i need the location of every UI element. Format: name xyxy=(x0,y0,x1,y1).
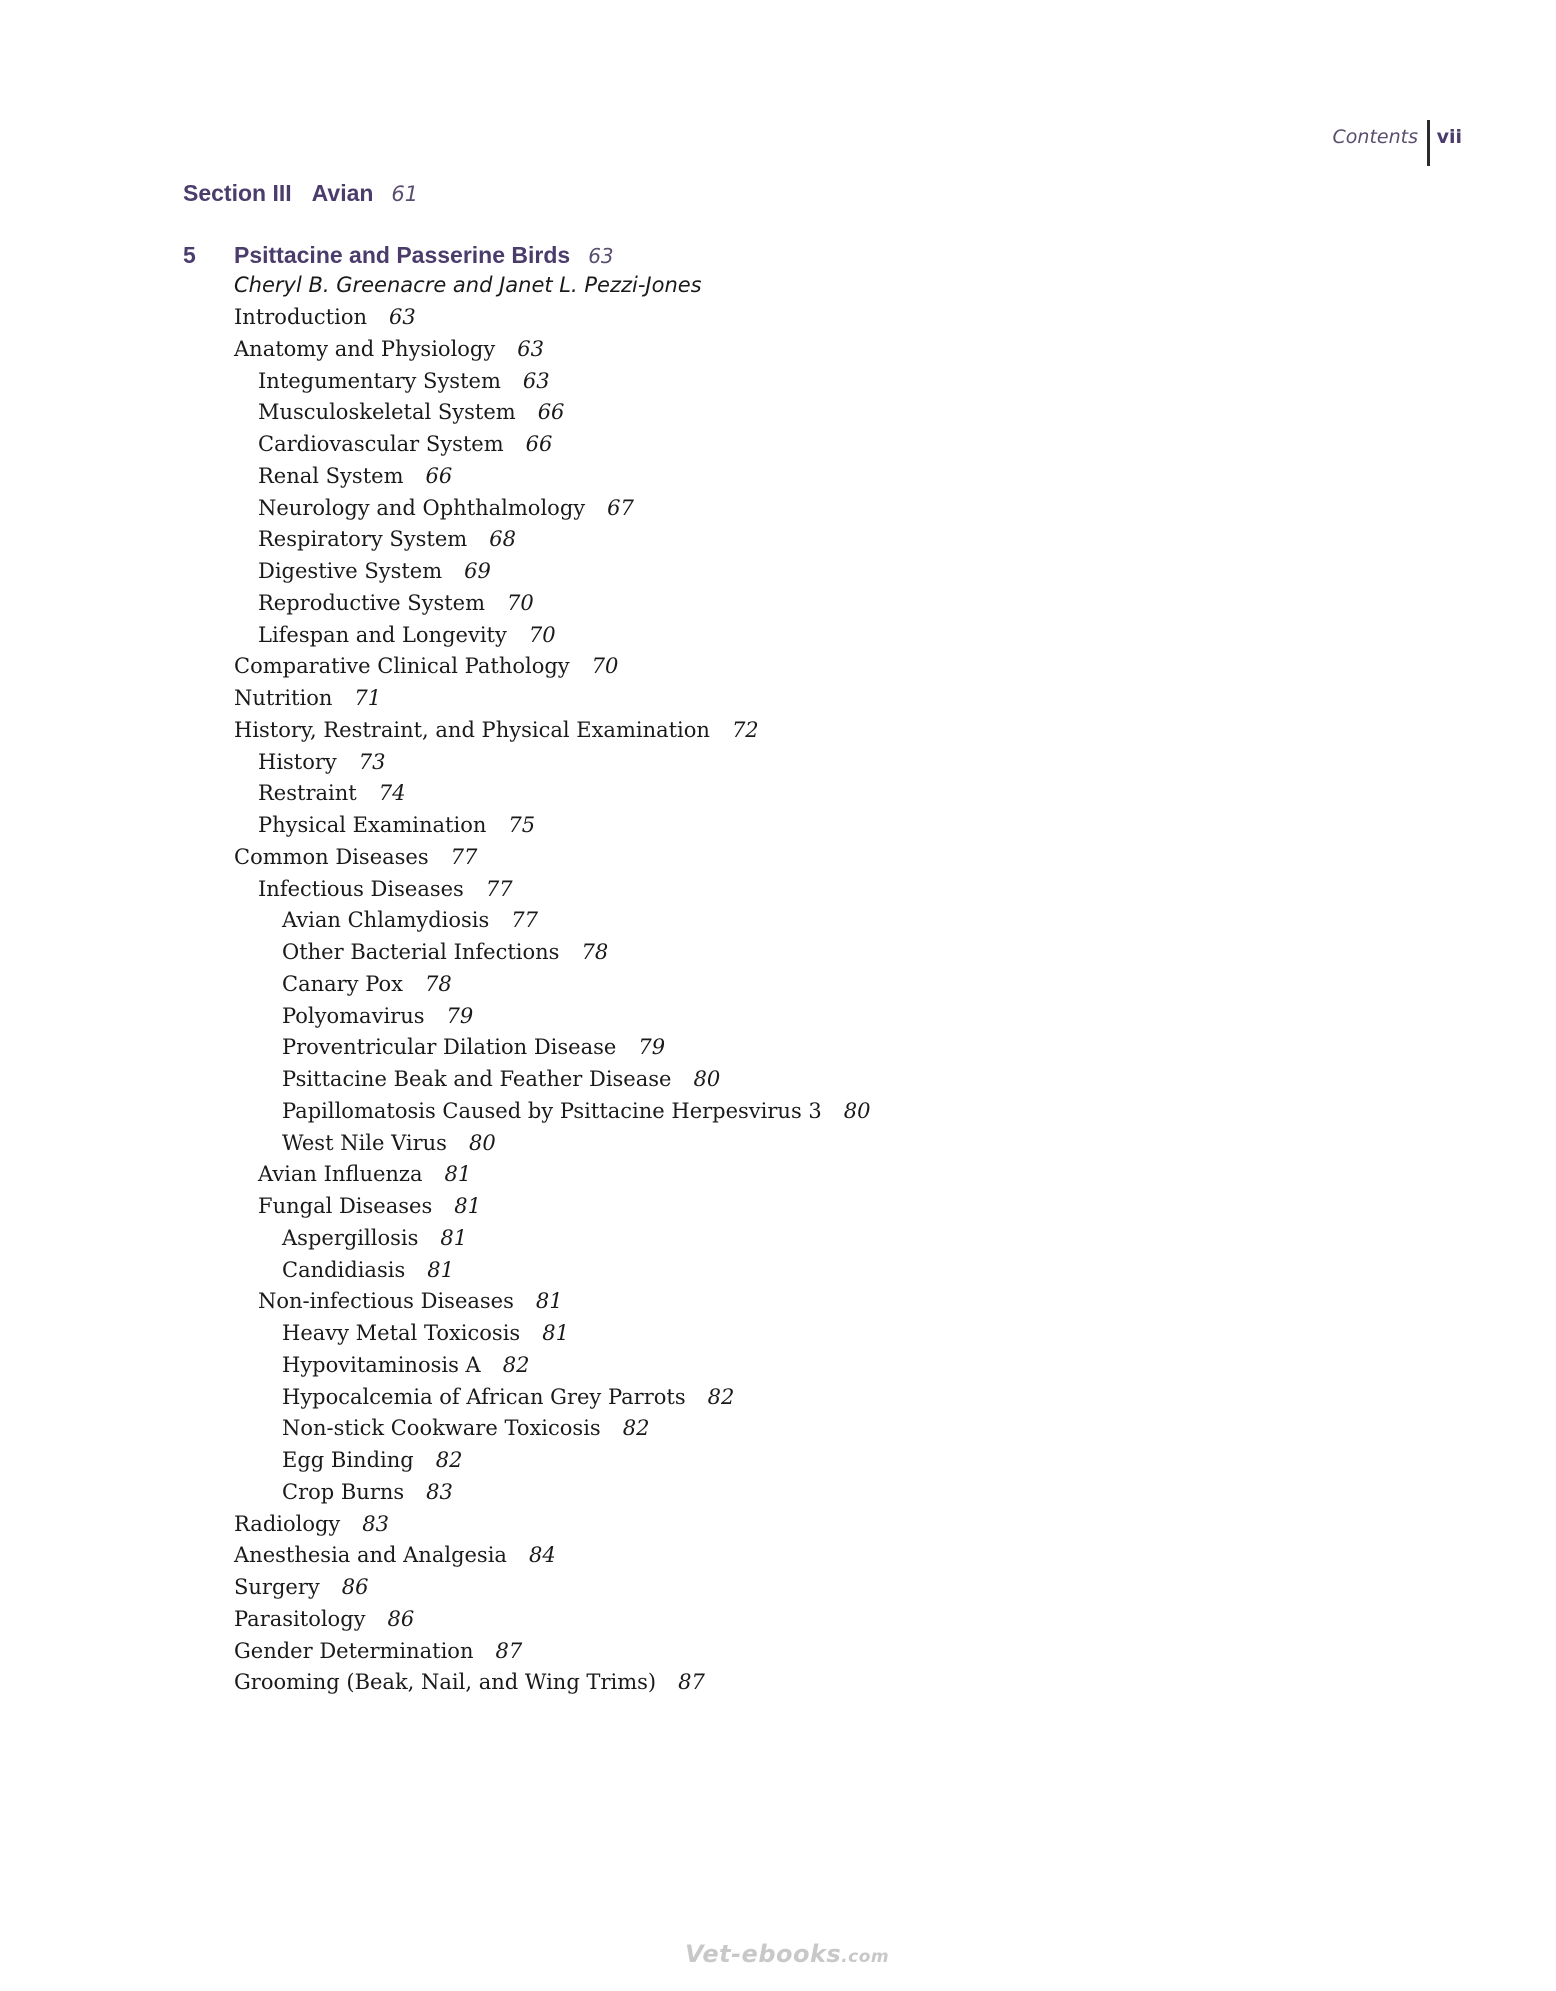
toc-entry xyxy=(234,1032,871,1064)
chapter-page: 63 xyxy=(588,244,614,268)
toc-entry xyxy=(234,1350,871,1382)
toc-entry xyxy=(234,1191,871,1223)
toc-entry-page: 79 xyxy=(638,1035,666,1060)
toc-entry-title: History, Restraint, and Physical Examination xyxy=(234,717,710,742)
toc-entry-page: 69 xyxy=(464,559,491,583)
toc-entry-page: 71 xyxy=(354,686,382,710)
section-heading xyxy=(183,180,418,207)
toc-entry-title: Canary Pox xyxy=(282,971,403,996)
toc-entry-title: Hypovitaminosis A xyxy=(282,1352,481,1377)
page-number: vii xyxy=(1436,126,1462,148)
toc-entry xyxy=(234,524,871,556)
toc-entry-title: Musculoskeletal System xyxy=(258,400,516,425)
toc-entry-title: Crop Burns xyxy=(282,1479,405,1504)
toc-entry-title: Radiology xyxy=(234,1511,341,1536)
toc-entry-title: Polyomavirus xyxy=(282,1003,425,1028)
toc-entry xyxy=(234,1604,871,1636)
toc-entry xyxy=(234,429,871,461)
toc-entry-page: 80 xyxy=(693,1067,721,1091)
toc-entry-page: 83 xyxy=(426,1479,453,1504)
toc-entry-title: Avian Chlamydiosis xyxy=(282,908,490,933)
toc-entry xyxy=(234,1001,871,1033)
toc-entry-title: Non-infectious Diseases xyxy=(258,1289,514,1314)
toc-entry-page: 82 xyxy=(622,1416,650,1441)
toc-entry xyxy=(234,1223,871,1255)
toc-entry-title: Cardiovascular System xyxy=(258,432,504,456)
toc-entry xyxy=(234,302,871,334)
toc-entry-title: Grooming (Beak, Nail, and Wing Trims) xyxy=(234,1670,657,1695)
toc-entry-page: 86 xyxy=(341,1575,369,1599)
toc-entry-page: 77 xyxy=(511,908,539,933)
toc-entry xyxy=(234,905,871,937)
toc-entry xyxy=(234,1064,871,1096)
toc-entry-page: 80 xyxy=(468,1130,496,1155)
toc-entry-page: 86 xyxy=(387,1606,415,1631)
toc-entry xyxy=(234,1445,871,1477)
toc-entry-title: Introduction xyxy=(234,305,367,329)
chapter-title: Psittacine and Passerine Birds xyxy=(234,242,571,268)
toc-entry-page: 82 xyxy=(502,1352,530,1377)
toc-entry-title: Reproductive System xyxy=(258,590,486,615)
toc-entry-page: 81 xyxy=(542,1321,569,1345)
toc-entry xyxy=(234,461,871,493)
toc-entry xyxy=(234,874,871,906)
toc-entry-title: Psittacine Beak and Feather Disease xyxy=(282,1067,672,1091)
watermark-suffix: .com xyxy=(841,1947,890,1967)
toc-entry xyxy=(234,778,871,810)
toc-entry-title: Common Diseases xyxy=(234,844,429,869)
toc-entry-page: 78 xyxy=(581,940,609,964)
toc-entry-title: Comparative Clinical Pathology xyxy=(234,654,570,679)
toc-entry-page: 73 xyxy=(358,749,386,774)
toc-entry-title: Candidiasis xyxy=(282,1257,406,1282)
toc-entry xyxy=(234,1286,871,1318)
toc-entry-title: History xyxy=(258,749,337,774)
section-title: Avian xyxy=(311,180,374,206)
toc-entry-page: 75 xyxy=(508,813,536,837)
toc-entry xyxy=(234,1382,871,1414)
toc-entry-page: 81 xyxy=(440,1225,468,1250)
toc-entry-title: Nutrition xyxy=(234,686,333,710)
toc-entry-page: 72 xyxy=(731,717,759,742)
toc-entry-title: Papillomatosis Caused by Psittacine Herpesvirus 3 xyxy=(282,1098,822,1123)
toc-entry xyxy=(234,1096,871,1128)
toc-entry xyxy=(234,1413,871,1445)
toc-entry-page: 66 xyxy=(425,463,453,488)
toc-entry-page: 68 xyxy=(489,527,516,552)
toc-entry-title: Renal System xyxy=(258,463,404,488)
toc-entry-page: 66 xyxy=(537,400,565,425)
toc-entry-title: Parasitology xyxy=(234,1606,366,1631)
toc-entry-page: 82 xyxy=(435,1448,463,1472)
chapter-authors: Cheryl B. Greenacre and Janet L. Pezzi-Jones xyxy=(234,273,702,297)
toc-entry xyxy=(234,937,871,969)
toc-entry xyxy=(234,1128,871,1160)
toc-entry xyxy=(234,1159,871,1191)
toc-list xyxy=(234,302,871,1699)
watermark-logo xyxy=(685,1940,889,1968)
toc-entry xyxy=(234,1572,871,1604)
toc-entry-page: 63 xyxy=(522,368,550,393)
toc-entry xyxy=(234,842,871,874)
toc-entry-title: Digestive System xyxy=(258,559,443,583)
toc-entry-title: Avian Influenza xyxy=(258,1162,423,1187)
toc-entry-page: 79 xyxy=(446,1003,474,1028)
running-head-label: Contents xyxy=(1332,126,1418,148)
toc-entry-title: Gender Determination xyxy=(234,1638,474,1663)
toc-entry-title: Neurology and Ophthalmology xyxy=(258,495,586,520)
toc-entry xyxy=(234,683,871,715)
toc-entry-title: Fungal Diseases xyxy=(258,1194,433,1218)
toc-entry-page: 81 xyxy=(535,1289,563,1314)
toc-entry xyxy=(234,1477,871,1509)
chapter-title-line xyxy=(234,242,614,269)
toc-entry-title: Anatomy and Physiology xyxy=(234,336,496,361)
toc-entry xyxy=(234,1667,871,1699)
toc-entry-page: 87 xyxy=(495,1638,523,1663)
toc-entry-title: Hypocalcemia of African Grey Parrots xyxy=(282,1384,686,1409)
toc-entry-title: Integumentary System xyxy=(258,368,501,393)
toc-entry-page: 66 xyxy=(525,432,553,456)
toc-entry-page: 81 xyxy=(444,1162,472,1187)
toc-entry-page: 70 xyxy=(528,622,556,647)
toc-entry-title: Aspergillosis xyxy=(282,1225,419,1250)
watermark-main: Vet-ebooks xyxy=(685,1940,842,1968)
section-page: 61 xyxy=(391,182,419,206)
toc-entry-title: Other Bacterial Infections xyxy=(282,940,560,964)
running-head xyxy=(1300,120,1470,168)
section-number: Section III xyxy=(183,180,292,206)
toc-entry-page: 78 xyxy=(424,971,452,996)
chapter-number: 5 xyxy=(183,242,196,268)
toc-entry-page: 87 xyxy=(678,1670,705,1695)
toc-entry-page: 63 xyxy=(389,305,416,329)
toc-entry xyxy=(234,556,871,588)
toc-entry xyxy=(234,1636,871,1668)
toc-entry xyxy=(234,1255,871,1287)
toc-entry-title: Heavy Metal Toxicosis xyxy=(282,1321,521,1345)
toc-entry xyxy=(234,651,871,683)
toc-entry-title: Respiratory System xyxy=(258,527,468,552)
toc-entry xyxy=(234,493,871,525)
toc-entry xyxy=(234,1318,871,1350)
running-head-divider xyxy=(1427,120,1430,166)
toc-entry-page: 74 xyxy=(378,781,406,806)
toc-entry-page: 83 xyxy=(362,1511,390,1536)
toc-entry-title: Lifespan and Longevity xyxy=(258,622,507,647)
toc-entry-page: 81 xyxy=(427,1257,454,1282)
toc-entry xyxy=(234,1540,871,1572)
toc-entry-title: Proventricular Dilation Disease xyxy=(282,1035,617,1060)
toc-entry xyxy=(234,334,871,366)
toc-entry-title: Anesthesia and Analgesia xyxy=(234,1543,507,1568)
toc-entry xyxy=(234,1509,871,1541)
toc-entry xyxy=(234,620,871,652)
toc-entry-page: 70 xyxy=(591,654,619,679)
toc-entry-page: 67 xyxy=(607,495,634,520)
toc-entry xyxy=(234,588,871,620)
toc-entry-page: 84 xyxy=(528,1543,556,1568)
toc-entry-page: 70 xyxy=(507,590,534,615)
toc-entry-title: West Nile Virus xyxy=(282,1130,447,1155)
toc-entry-title: Physical Examination xyxy=(258,813,487,837)
toc-entry-page: 82 xyxy=(707,1384,735,1409)
toc-entry-title: Egg Binding xyxy=(282,1448,414,1472)
toc-entry-title: Restraint xyxy=(258,781,357,806)
toc-entry-page: 77 xyxy=(450,844,478,869)
toc-entry xyxy=(234,747,871,779)
toc-entry-page: 63 xyxy=(517,336,544,361)
toc-entry xyxy=(234,397,871,429)
toc-entry-title: Surgery xyxy=(234,1575,320,1599)
toc-entry-title: Infectious Diseases xyxy=(258,876,464,901)
toc-entry xyxy=(234,715,871,747)
toc-entry xyxy=(234,366,871,398)
toc-entry-title: Non-stick Cookware Toxicosis xyxy=(282,1416,601,1441)
toc-entry xyxy=(234,810,871,842)
toc-entry-page: 77 xyxy=(485,876,513,901)
toc-entry xyxy=(234,969,871,1001)
toc-entry-page: 80 xyxy=(843,1098,871,1123)
toc-entry-page: 81 xyxy=(454,1194,481,1218)
